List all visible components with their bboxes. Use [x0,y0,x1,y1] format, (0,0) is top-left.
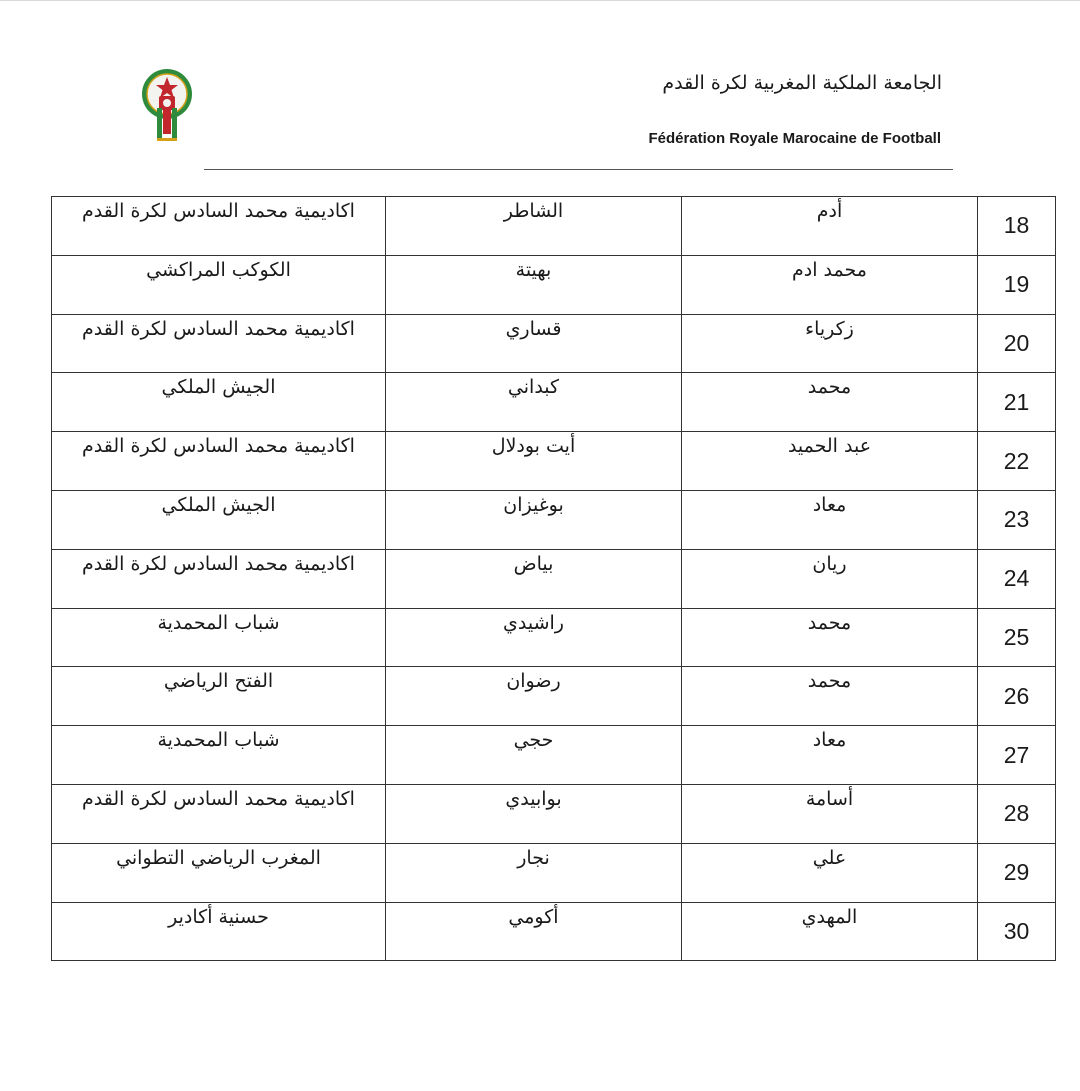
last-name-cell [386,726,682,785]
table-row [52,432,1056,491]
last-name-cell [386,902,682,961]
first-name-cell [682,608,978,667]
number-cell [978,314,1056,373]
first-name-cell [682,549,978,608]
first-name-cell-text: أدم [816,200,843,222]
club-cell [52,197,386,256]
table-row [52,197,1056,256]
first-name-cell [682,197,978,256]
last-name-cell-text: بهيتة [515,258,552,281]
number-cell [978,432,1056,491]
last-name-cell-text: بوغيزان [503,493,564,516]
table-row [52,608,1056,667]
club-cell [52,726,386,785]
top-edge-rule [0,0,1080,1]
last-name-cell [386,549,682,608]
frmf-crest-icon [137,68,197,144]
table-row [52,667,1056,726]
club-cell [52,608,386,667]
last-name-cell-text: حجي [513,729,554,752]
player-roster-table [51,196,1056,961]
number-cell [978,549,1056,608]
table-row [52,843,1056,902]
club-cell [52,255,386,314]
first-name-cell-text: محمد [807,376,852,399]
number-cell-text: 26 [1003,682,1030,709]
last-name-cell-text: الشاطر [503,200,564,222]
last-name-cell [386,432,682,491]
club-cell [52,902,386,961]
last-name-cell [386,314,682,373]
table-row [52,902,1056,961]
club-cell-text: الفتح الرياضي [163,670,274,693]
last-name-cell-text: أيت بودلال [491,435,576,458]
club-cell [52,667,386,726]
club-cell-text: اكاديمية محمد السادس لكرة القدم [82,787,355,810]
first-name-cell [682,373,978,432]
first-name-cell [682,490,978,549]
last-name-cell [386,608,682,667]
club-cell [52,843,386,902]
table-row [52,784,1056,843]
number-cell [978,490,1056,549]
last-name-cell-text: كبداني [507,376,560,399]
roster-body [52,197,1056,961]
number-cell-text: 20 [1003,329,1030,356]
club-cell-text: اكاديمية محمد السادس لكرة القدم [82,200,355,222]
first-name-cell-text: زكرياء [805,317,854,340]
club-cell-text: اكاديمية محمد السادس لكرة القدم [82,317,355,340]
last-name-cell [386,667,682,726]
table-row [52,549,1056,608]
number-cell [978,784,1056,843]
first-name-cell [682,667,978,726]
first-name-cell-text: محمد [807,611,852,634]
club-cell-text: اكاديمية محمد السادس لكرة القدم [82,552,355,575]
first-name-cell-text: محمد ادم [792,258,867,281]
club-cell-text: الكوكب المراكشي [146,258,291,281]
number-cell-text: 22 [1003,447,1030,474]
number-cell-text: 19 [1003,271,1030,298]
number-cell [978,197,1056,256]
federation-title-french: Fédération Royale Marocaine de Football [648,130,941,147]
first-name-cell-text: ريان [812,552,847,575]
club-cell-text: شباب المحمدية [157,611,280,634]
first-name-cell-text: محمد [807,670,852,693]
last-name-cell [386,255,682,314]
number-cell [978,902,1056,961]
table-row [52,255,1056,314]
club-cell [52,490,386,549]
number-cell-text: 30 [1003,917,1030,944]
last-name-cell-text: قساري [505,317,562,340]
last-name-cell-text: راشيدي [503,611,564,634]
club-cell-text: اكاديمية محمد السادس لكرة القدم [82,435,355,458]
first-name-cell-text: المهدي [801,905,858,928]
number-cell-text: 27 [1003,741,1030,768]
last-name-cell-text: بوابيدي [505,787,562,810]
club-cell-text: حسنية أكادير [168,905,269,928]
number-cell-text: 23 [1003,506,1030,533]
table-row [52,490,1056,549]
number-cell-text: 21 [1003,388,1030,415]
table-row [52,314,1056,373]
first-name-cell [682,726,978,785]
first-name-cell [682,902,978,961]
last-name-cell [386,490,682,549]
last-name-cell [386,197,682,256]
number-cell-text: 28 [1003,800,1030,827]
club-cell-text: الجيش الملكي [161,493,276,516]
club-cell-text: الجيش الملكي [161,376,276,399]
number-cell-text: 18 [1003,212,1030,239]
number-cell [978,255,1056,314]
federation-title-arabic: الجامعة الملكية المغربية لكرة القدم [662,72,942,94]
first-name-cell [682,784,978,843]
club-cell [52,373,386,432]
number-cell-text: 29 [1003,859,1030,886]
club-cell-text: المغرب الرياضي التطواني [116,846,321,869]
last-name-cell [386,784,682,843]
first-name-cell-text: معاد [812,493,847,516]
table-row [52,726,1056,785]
club-cell-text: شباب المحمدية [157,729,280,752]
first-name-cell-text: معاد [812,729,847,752]
number-cell [978,608,1056,667]
first-name-cell-text: أسامة [805,787,854,810]
first-name-cell-text: علي [812,846,847,869]
club-cell [52,432,386,491]
number-cell [978,843,1056,902]
last-name-cell-text: بياض [513,552,554,575]
number-cell [978,373,1056,432]
first-name-cell [682,432,978,491]
club-cell [52,314,386,373]
number-cell-text: 25 [1003,623,1030,650]
first-name-cell [682,843,978,902]
last-name-cell [386,373,682,432]
last-name-cell-text: رضوان [506,670,561,693]
last-name-cell-text: نجار [517,846,550,869]
last-name-cell-text: أكومي [508,905,559,928]
table-row [52,373,1056,432]
number-cell [978,667,1056,726]
first-name-cell-text: عبد الحميد [787,435,872,458]
club-cell [52,784,386,843]
header-divider [204,169,953,170]
number-cell [978,726,1056,785]
first-name-cell [682,255,978,314]
club-cell [52,549,386,608]
number-cell-text: 24 [1003,565,1030,592]
last-name-cell [386,843,682,902]
first-name-cell [682,314,978,373]
